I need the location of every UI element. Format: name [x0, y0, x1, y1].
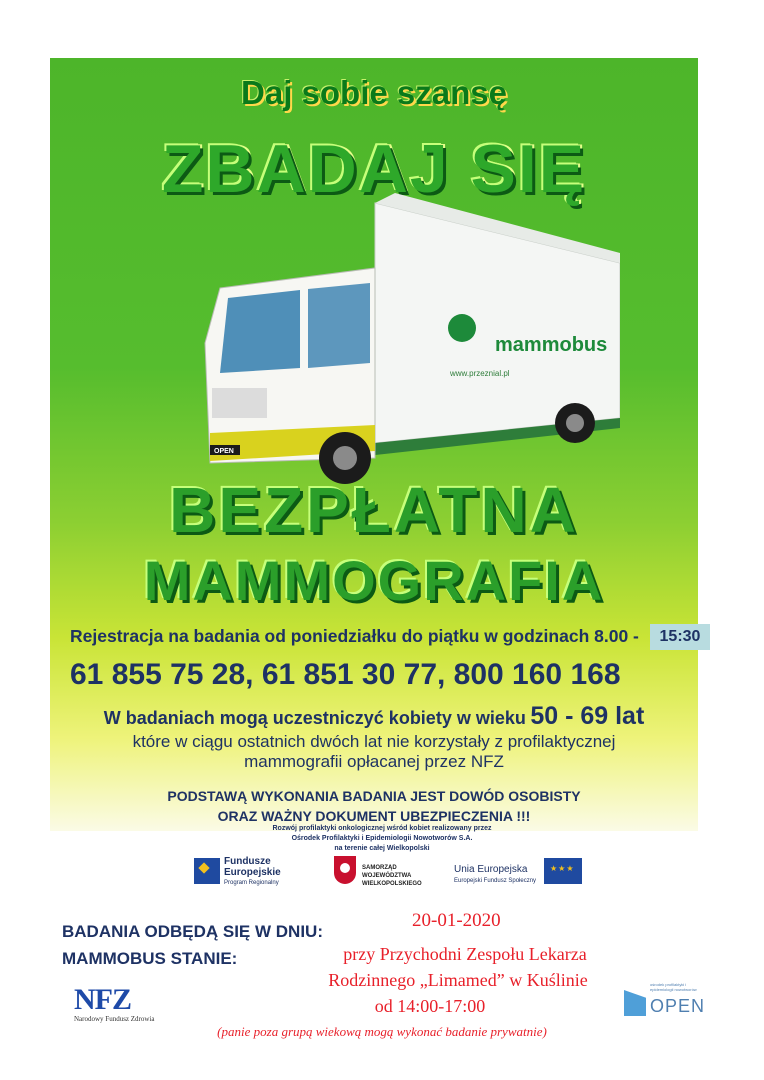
desc-line-2: mammografii opłacanej przez NFZ [244, 752, 504, 771]
open-text: OPEN [650, 996, 706, 1016]
tagline: Daj sobie szansę [241, 74, 507, 111]
requirements-notice [50, 786, 698, 826]
fe-name-2: Europejskie [224, 867, 281, 878]
credit-line-1: Rozwój profilaktyki onkologicznej wśród kobiet realizowany przez [272, 825, 492, 832]
exam-date: 20-01-2020 [412, 910, 501, 931]
title-bezplatna: BEZPŁATNA [169, 474, 579, 546]
registration-hours: Rejestracja na badania od poniedziałku do piątku w godzinach 8.00 - [70, 626, 639, 646]
requirements-line-2: ORAZ WAŻNY DOKUMENT UBEZPIECZENIA !!! [217, 808, 531, 824]
fe-name-1: Fundusze [224, 856, 271, 867]
wlkp-line-1: SAMORZĄD WOJEWÓDZTWA [362, 865, 412, 879]
title-mammografia: MAMMOGRAFIA [143, 549, 605, 612]
location-line-1: przy Przychodni Zespołu Lekarza [343, 944, 587, 964]
desc-line-1: które w ciągu ostatnich dwóch lat nie korzystały z profilaktycznej [132, 732, 616, 751]
ue-name: Unia Europejska [454, 864, 528, 875]
eligibility-line [50, 702, 698, 731]
private-exam-note: (panie poza grupą wiekową mogą wykonać badanie prywatnie) [217, 1024, 547, 1039]
eu-flag-icon [544, 858, 582, 884]
mammobus-truck-image [150, 193, 620, 493]
location-line-2: Rodzinnego „Limamed” w Kuślinie [328, 970, 588, 990]
truck-url-text: www.przeznial.pl [450, 369, 510, 378]
unia-europejska-logo [454, 856, 594, 892]
eligibility-description [50, 732, 698, 772]
nfz-mark: NFZ [74, 983, 131, 1016]
mammobus-location-label: MAMMOBUS STANIE: [62, 949, 238, 968]
open-logo [624, 982, 714, 1022]
truck-cab-badge: OPEN [214, 448, 234, 455]
poster [50, 58, 701, 831]
truck-brand-text: mammobus [495, 334, 608, 356]
exam-hours: od 14:00-17:00 [374, 996, 486, 1016]
credit-line-2: Ośrodek Profilaktyki i Epidemiologii Nowotworów S.A. [291, 835, 473, 842]
headline: ZBADAJ SIĘ [161, 131, 587, 207]
nfz-logo [74, 983, 174, 1023]
fundusze-europejskie-logo [194, 854, 304, 892]
sponsor-logos [0, 854, 764, 894]
exam-date-label: BADANIA ODBĘDĄ SIĘ W DNIU: [62, 922, 323, 941]
open-mark-icon [624, 990, 646, 1016]
eagle-shield-icon [334, 856, 356, 884]
requirements-line-1: PODSTAWĄ WYKONANIA BADANIA JEST DOWÓD OSOBISTY [167, 788, 581, 804]
open-subtitle: ośrodek profilaktyki i epidemiologii nowotworów [650, 982, 697, 992]
registration-end-time: 15:30 [650, 624, 710, 650]
program-credit [0, 824, 764, 854]
nfz-subtitle: Narodowy Fundusz Zdrowia [74, 1015, 155, 1023]
credit-line-3: na terenie całej Wielkopolski [334, 845, 430, 852]
eligibility-prefix: W badaniach mogą uczestniczyć kobiety w wieku [103, 708, 526, 728]
wlkp-line-2: WIELKOPOLSKIEGO [362, 881, 422, 887]
ue-sub: Europejski Fundusz Społeczny [454, 878, 537, 884]
fe-sub: Program Regionalny [224, 880, 279, 886]
phone-numbers: 61 855 75 28, 61 851 30 77, 800 160 168 [70, 658, 621, 691]
eligibility-age-range: 50 - 69 lat [530, 702, 645, 730]
fundusze-flag-icon [194, 858, 220, 884]
wielkopolska-logo [334, 854, 434, 892]
